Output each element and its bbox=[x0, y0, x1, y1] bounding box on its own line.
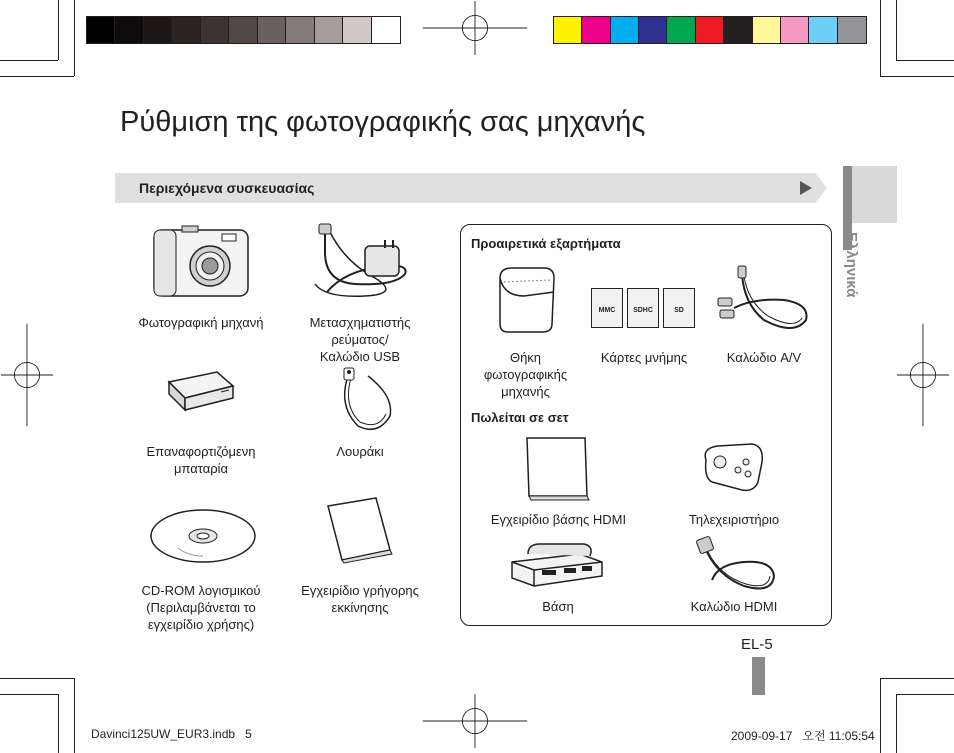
color-swatch bbox=[838, 17, 866, 43]
crop-mark bbox=[0, 678, 74, 679]
crop-mark bbox=[880, 76, 954, 77]
color-swatch bbox=[144, 17, 172, 43]
caption-line: Τηλεχειριστήριο bbox=[688, 512, 780, 527]
color-swatch bbox=[372, 17, 400, 43]
section-title: Περιεχόμενα συσκευασίας bbox=[139, 180, 315, 196]
color-swatch bbox=[87, 17, 115, 43]
caption-line: (Περιλαμβάνεται το bbox=[146, 600, 256, 615]
hdmi-manual-icon bbox=[523, 434, 595, 502]
play-arrow-icon bbox=[800, 181, 812, 195]
caption-line: ρεύματος/ bbox=[331, 332, 389, 347]
camera-icon bbox=[152, 222, 250, 298]
caption-line: Εγχειρίδιο βάσης HDMI bbox=[490, 512, 627, 527]
caption-line: μηχανής bbox=[501, 384, 550, 399]
color-swatch bbox=[611, 17, 639, 43]
language-tab-text: Ελληνικά bbox=[843, 232, 860, 298]
caption-line: εκκίνησης bbox=[331, 600, 389, 615]
card-label: MMC bbox=[598, 307, 616, 314]
crop-mark bbox=[0, 60, 58, 61]
battery-icon bbox=[165, 368, 237, 414]
quick-guide-icon bbox=[324, 496, 396, 564]
quick-guide-caption bbox=[285, 582, 435, 616]
crop-mark bbox=[880, 678, 881, 753]
camera-case-icon bbox=[494, 262, 558, 334]
crop-mark bbox=[74, 0, 75, 76]
cd-rom-icon bbox=[148, 508, 258, 564]
hdmi-cable-caption bbox=[680, 598, 788, 615]
color-swatch bbox=[696, 17, 724, 43]
crop-mark bbox=[74, 678, 75, 753]
footer-file-info: Davinci125UW_EUR3.indb 5 bbox=[91, 727, 252, 741]
cd-rom-caption bbox=[125, 582, 277, 633]
battery-caption bbox=[130, 443, 272, 477]
crop-mark bbox=[0, 76, 74, 77]
color-swatch bbox=[781, 17, 809, 43]
caption-line: φωτογραφικής bbox=[483, 367, 568, 382]
memory-card bbox=[663, 288, 695, 328]
memory-card bbox=[627, 288, 659, 328]
color-swatch bbox=[315, 17, 343, 43]
caption-line: Καλώδιο A/V bbox=[726, 350, 802, 365]
footer-timestamp: 2009-09-17 오전 11:05:54 bbox=[731, 729, 875, 743]
crop-mark bbox=[880, 678, 954, 679]
caption-line: μπαταρία bbox=[173, 461, 229, 476]
color-swatch bbox=[229, 17, 257, 43]
caption-line: Καλώδιο HDMI bbox=[690, 599, 778, 614]
power-adapter-icon bbox=[305, 222, 411, 302]
language-tab-label bbox=[838, 232, 862, 302]
av-cable-icon bbox=[714, 264, 812, 336]
strap-caption bbox=[290, 443, 430, 460]
page-number-tab bbox=[752, 657, 765, 695]
av-cable-caption bbox=[712, 349, 816, 366]
power-adapter-caption bbox=[290, 314, 430, 365]
caption-line: Θήκη bbox=[509, 350, 542, 365]
sold-as-set-title: Πωλείται σε σετ bbox=[471, 410, 569, 425]
caption-line: Καλώδιο USB bbox=[319, 349, 401, 364]
registration-mark-left bbox=[9, 357, 45, 393]
card-label: SDHC bbox=[633, 307, 653, 314]
color-swatch bbox=[724, 17, 752, 43]
color-swatch bbox=[343, 17, 371, 43]
caption-line: Βάση bbox=[542, 599, 574, 614]
caption-line: Μετασχηματιστής bbox=[309, 315, 411, 330]
process-color-bar bbox=[553, 16, 867, 44]
crop-mark bbox=[58, 0, 59, 60]
crop-mark bbox=[896, 694, 897, 753]
hdmi-manual-caption bbox=[480, 511, 637, 528]
hdmi-cable-icon bbox=[688, 536, 780, 594]
remote-control-icon bbox=[698, 442, 768, 494]
card-label: SD bbox=[674, 307, 684, 314]
registration-mark-top bbox=[457, 10, 493, 46]
camera-caption bbox=[130, 314, 272, 331]
crop-mark bbox=[0, 694, 58, 695]
crop-mark bbox=[896, 60, 954, 61]
color-swatch bbox=[639, 17, 667, 43]
crop-mark bbox=[880, 0, 881, 76]
color-swatch bbox=[582, 17, 610, 43]
color-swatch bbox=[753, 17, 781, 43]
color-swatch bbox=[809, 17, 837, 43]
section-header bbox=[115, 173, 815, 203]
caption-line: Λουράκι bbox=[336, 444, 384, 459]
color-swatch bbox=[172, 17, 200, 43]
strap-icon bbox=[318, 366, 398, 436]
optional-accessories-title: Προαιρετικά εξαρτήματα bbox=[471, 236, 621, 251]
registration-mark-bottom bbox=[457, 703, 493, 739]
section-header-tip bbox=[815, 173, 827, 203]
registration-mark-right bbox=[905, 357, 941, 393]
color-swatch bbox=[667, 17, 695, 43]
color-swatch bbox=[286, 17, 314, 43]
color-swatch bbox=[115, 17, 143, 43]
caption-line: Επαναφορτιζόμενη bbox=[146, 444, 256, 459]
crop-mark bbox=[896, 694, 954, 695]
color-swatch bbox=[201, 17, 229, 43]
memory-card bbox=[591, 288, 623, 328]
crop-mark bbox=[896, 0, 897, 60]
caption-line: Εγχειρίδιο γρήγορης bbox=[301, 583, 419, 598]
crop-mark bbox=[58, 694, 59, 753]
memory-cards-caption bbox=[585, 349, 703, 366]
page-number: EL-5 bbox=[741, 636, 773, 653]
caption-line: Φωτογραφική μηχανή bbox=[138, 315, 264, 330]
caption-line: Κάρτες μνήμης bbox=[600, 350, 688, 365]
grayscale-color-bar bbox=[86, 16, 401, 44]
dock-caption bbox=[520, 598, 596, 615]
memory-cards-icon bbox=[591, 286, 697, 332]
color-swatch bbox=[554, 17, 582, 43]
dock-icon bbox=[510, 540, 606, 588]
caption-line: εγχειρίδιο χρήσης) bbox=[147, 617, 255, 632]
color-swatch bbox=[258, 17, 286, 43]
camera-case-caption bbox=[468, 349, 583, 400]
caption-line: CD-ROM λογισμικού bbox=[141, 583, 261, 598]
remote-control-caption bbox=[680, 511, 788, 528]
page-title: Ρύθμιση της φωτογραφικής σας μηχανής bbox=[120, 106, 646, 138]
